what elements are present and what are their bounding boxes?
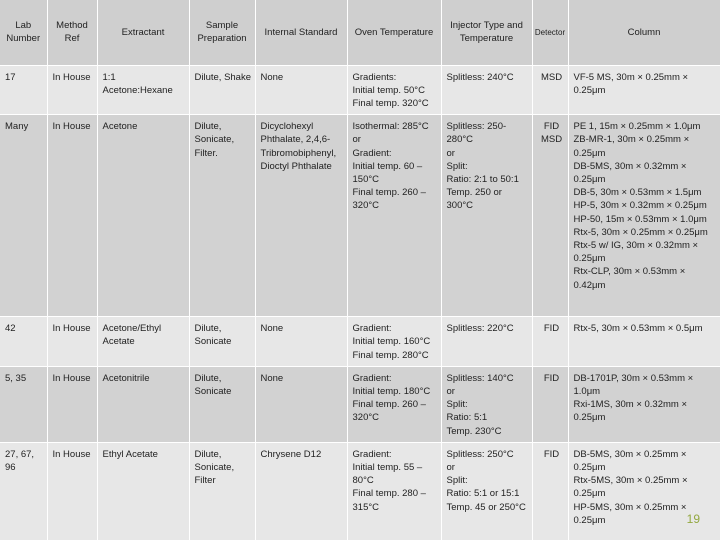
cell-injector-line: Splitless: 140°C — [446, 372, 514, 384]
cell-oven-temperature-line: Final temp. 280 – 315°C — [352, 488, 426, 513]
cell-extractant: Ethyl Acetate — [97, 442, 189, 540]
cell-injector-line: or — [446, 147, 455, 159]
cell-oven-temperature-line: Final temp. 320°C — [352, 97, 429, 109]
cell-injector-line: Split: — [446, 475, 468, 487]
header-column: Column — [568, 0, 720, 65]
table-row — [0, 442, 720, 540]
cell-internal-standard: None — [255, 317, 347, 367]
cell-sample-preparation: Dilute, Sonicate, Filter — [189, 442, 255, 540]
cell-column-line: Rtx-5, 30m × 0.25mm × 0.25μm — [573, 226, 708, 238]
cell-column-line: PE 1, 15m × 0.25mm × 1.0μm — [573, 121, 701, 133]
cell-method-ref: In House — [47, 366, 97, 442]
cell-injector-line: Split: — [446, 160, 468, 172]
cell-sample-preparation: Dilute, Sonicate — [189, 317, 255, 367]
cell-oven-temperature — [347, 65, 441, 115]
header-sample-preparation: Sample Preparation — [189, 0, 255, 65]
cell-sample-preparation: Dilute, Shake — [189, 65, 255, 115]
cell-oven-temperature-line: Initial temp. 55 – 80°C — [352, 461, 423, 487]
page-number: 19 — [686, 512, 700, 526]
cell-injector — [441, 65, 532, 115]
header-extractant: Extractant — [97, 0, 189, 65]
cell-extractant: Acetonitrile — [97, 366, 189, 442]
table-row — [0, 366, 720, 442]
cell-lab-number: Many — [0, 115, 47, 317]
cell-injector-line: Splitless: 240°C — [446, 71, 514, 83]
cell-column-line: DB-5, 30m × 0.53mm × 1.5μm — [573, 187, 702, 199]
cell-injector-line: Splitless: 250°C — [446, 448, 514, 460]
cell-internal-standard: None — [255, 65, 347, 115]
cell-internal-standard: Dicyclohexyl Phthalate, 2,4,6-Tribromobiphenyl, Dioctyl Phthalate — [255, 115, 347, 317]
cell-lab-number: 42 — [0, 317, 47, 367]
cell-oven-temperature-line: Initial temp. 160°C — [352, 336, 431, 348]
cell-oven-temperature-line: Final temp. 280°C — [352, 349, 429, 361]
cell-internal-standard: Chrysene D12 — [255, 442, 347, 540]
cell-method-ref: In House — [47, 317, 97, 367]
cell-column-line: Rtx-5, 30m × 0.53mm × 0.5μm — [573, 323, 703, 335]
cell-lab-number: 5, 35 — [0, 366, 47, 442]
cell-detector: FID — [532, 317, 568, 367]
cell-oven-temperature-line: Gradient: — [352, 323, 392, 335]
cell-oven-temperature — [347, 442, 441, 540]
cell-column-line: Rtx-5 w/ IG, 30m × 0.32mm × 0.25μm — [573, 239, 699, 265]
cell-injector-line: Ratio: 2:1 to 50:1 — [446, 173, 519, 185]
cell-oven-temperature-line: Gradients: — [352, 71, 397, 83]
cell-oven-temperature-line: Initial temp. 180°C — [352, 385, 431, 397]
cell-injector-line: Temp. 250 or 300°C — [446, 187, 502, 212]
cell-method-ref: In House — [47, 115, 97, 317]
cell-column-line: Rxi-1MS, 30m × 0.32mm × 0.25μm — [573, 399, 688, 424]
cell-column-line: DB-5MS, 30m × 0.32mm × 0.25μm — [573, 160, 687, 185]
cell-injector-line: Temp. 230°C — [446, 425, 502, 437]
cell-method-ref: In House — [47, 65, 97, 115]
cell-injector — [441, 442, 532, 540]
cell-column-line: HP-50, 15m × 0.53mm × 1.0μm — [573, 213, 707, 225]
table-row — [0, 317, 720, 367]
header-injector-type: Injector Type and Temperature — [441, 0, 532, 65]
cell-column-line: Rtx-5MS, 30m × 0.25mm × 0.25μm — [573, 475, 688, 500]
cell-sample-preparation: Dilute, Sonicate, Filter. — [189, 115, 255, 317]
cell-oven-temperature-line: Initial temp. 60 – 150°C — [352, 160, 423, 185]
cell-injector-line: Splitless: 250-280°C — [446, 121, 507, 146]
cell-extractant: Acetone/Ethyl Acetate — [97, 317, 189, 367]
cell-oven-temperature — [347, 115, 441, 317]
cell-injector — [441, 366, 532, 442]
cell-detector: MSD — [532, 65, 568, 115]
cell-method-ref: In House — [47, 442, 97, 540]
cell-internal-standard: None — [255, 366, 347, 442]
table-row — [0, 115, 720, 317]
cell-oven-temperature-line: Gradient: — [352, 147, 392, 159]
cell-sample-preparation: Dilute, Sonicate — [189, 366, 255, 442]
cell-column-line: DB-1701P, 30m × 0.53mm × 1.0μm — [573, 372, 694, 397]
cell-extractant: 1:1 Acetone:Hexane — [97, 65, 189, 115]
cell-column-line: Rtx-CLP, 30m × 0.53mm × 0.42μm — [573, 266, 686, 291]
cell-column-line: HP-5MS, 30m × 0.25mm × 0.25μm — [573, 501, 687, 526]
header-internal-standard: Internal Standard — [255, 0, 347, 65]
cell-injector-line: or — [446, 385, 455, 397]
cell-oven-temperature-line: Final temp. 260 – 320°C — [352, 399, 426, 424]
cell-oven-temperature-line: Final temp. 260 – 320°C — [352, 187, 426, 212]
cell-column — [568, 317, 720, 367]
cell-oven-temperature-line: Gradient: — [352, 372, 392, 384]
cell-column-line: VF-5 MS, 30m × 0.25mm × 0.25μm — [573, 71, 689, 96]
cell-injector — [441, 317, 532, 367]
cell-injector-line: Ratio: 5:1 or 15:1 — [446, 488, 520, 500]
cell-detector: FID — [532, 442, 568, 540]
cell-extractant: Acetone — [97, 115, 189, 317]
header-method-ref: Method Ref — [47, 0, 97, 65]
cell-column-line: DB-5MS, 30m × 0.25mm × 0.25μm — [573, 448, 687, 473]
cell-oven-temperature-line: Initial temp. 50°C — [352, 84, 425, 96]
header-lab-number: Lab Number — [0, 0, 47, 65]
header-detector: Detector — [532, 0, 568, 65]
cell-injector-line: Split: — [446, 399, 468, 411]
cell-oven-temperature-line: Isothermal: 285°C — [352, 121, 429, 133]
cell-column — [568, 65, 720, 115]
cell-oven-temperature — [347, 366, 441, 442]
cell-column-line: ZB-MR-1, 30m × 0.25mm × 0.25μm — [573, 134, 690, 159]
header-oven-temperature: Oven Temperature — [347, 0, 441, 65]
cell-injector-line: Temp. 45 or 250°C — [446, 501, 526, 513]
cell-detector: FID — [532, 366, 568, 442]
cell-detector: FID MSD — [532, 115, 568, 317]
cell-column — [568, 115, 720, 317]
cell-injector — [441, 115, 532, 317]
cell-column — [568, 366, 720, 442]
header-row — [0, 0, 720, 65]
cell-oven-temperature — [347, 317, 441, 367]
cell-lab-number: 17 — [0, 65, 47, 115]
cell-oven-temperature-line: or — [352, 134, 361, 146]
cell-column-line: HP-5, 30m × 0.32mm × 0.25μm — [573, 200, 707, 212]
table-row — [0, 65, 720, 115]
cell-injector-line: Ratio: 5:1 — [446, 412, 488, 424]
cell-oven-temperature-line: Gradient: — [352, 448, 392, 460]
cell-injector-line: Splitless: 220°C — [446, 323, 514, 335]
cell-injector-line: or — [446, 461, 455, 473]
cell-lab-number: 27, 67, 96 — [0, 442, 47, 540]
